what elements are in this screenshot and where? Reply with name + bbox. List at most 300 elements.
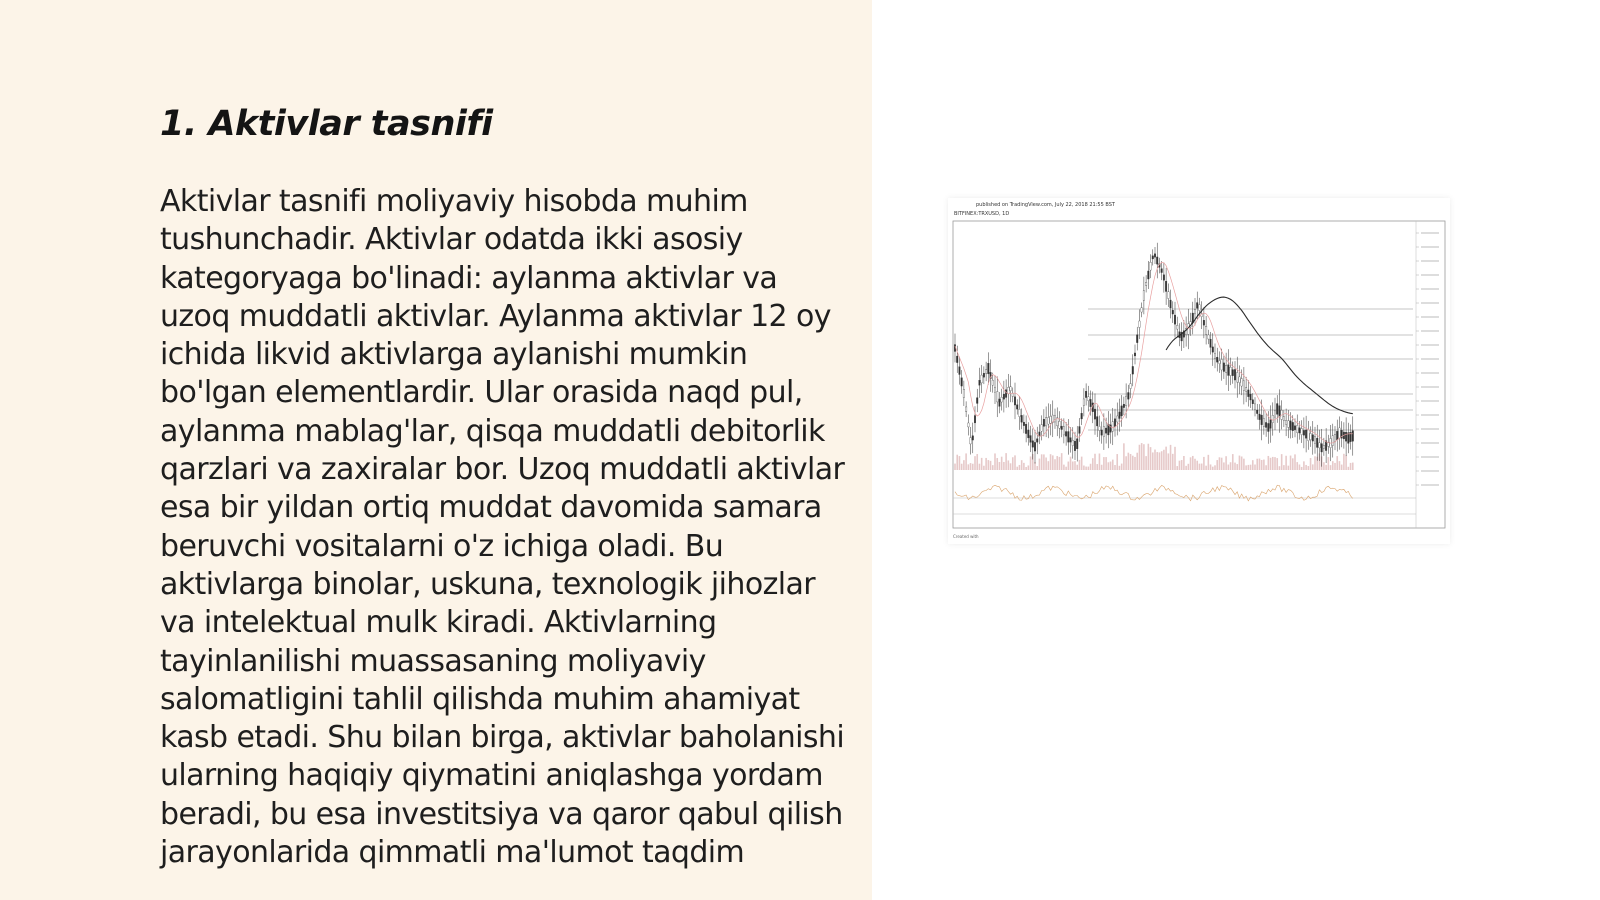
candle-body xyxy=(1212,347,1214,352)
candle-body xyxy=(972,436,974,440)
candle-body xyxy=(956,356,958,363)
candle-body xyxy=(1270,420,1272,429)
axis-tick-label xyxy=(1421,428,1439,430)
volume-bar xyxy=(1203,457,1205,470)
volume-bar xyxy=(1228,465,1230,470)
volume-bar xyxy=(1308,466,1310,470)
candle-body xyxy=(1259,414,1261,420)
candle-body xyxy=(1116,416,1118,422)
candle-body xyxy=(1303,430,1305,435)
candle-body xyxy=(1239,377,1241,383)
volume-bar xyxy=(1092,458,1094,470)
volume-bar xyxy=(1352,463,1354,470)
volume-bar xyxy=(1105,457,1107,470)
volume-bar xyxy=(1234,463,1236,470)
volume-bar xyxy=(963,460,965,470)
volume-bar xyxy=(1223,462,1225,470)
candle-body xyxy=(1261,415,1263,425)
candle-body xyxy=(1023,422,1025,426)
volume-bar xyxy=(1272,457,1274,470)
volume-bar xyxy=(1119,466,1121,470)
candle-body xyxy=(1028,430,1030,438)
volume-bar xyxy=(1256,459,1258,470)
candle-body xyxy=(1352,431,1354,442)
candle-body xyxy=(959,367,961,375)
candle-body xyxy=(1216,357,1218,362)
candle-body xyxy=(1323,445,1325,448)
volume-bar xyxy=(1250,465,1252,470)
candle-body xyxy=(1279,406,1281,417)
candle-body xyxy=(1199,305,1201,311)
candle-body xyxy=(1292,422,1294,430)
candle-body xyxy=(1283,417,1285,421)
volume-bar xyxy=(1070,457,1072,470)
candle-body xyxy=(1205,326,1207,334)
volume-bar xyxy=(1019,465,1021,470)
candle-body xyxy=(1123,404,1125,407)
candle-body xyxy=(1210,339,1212,347)
candle-body xyxy=(981,375,983,383)
volume-bar xyxy=(1290,456,1292,470)
tradingview-chart-image xyxy=(948,198,1450,544)
volume-bar xyxy=(956,455,958,470)
candle-body xyxy=(1119,412,1121,419)
volume-bar xyxy=(1068,462,1070,470)
volume-bar xyxy=(968,464,970,470)
volume-bar xyxy=(988,460,990,470)
volume-bar xyxy=(1154,450,1156,470)
volume-bar xyxy=(1214,465,1216,470)
candle-body xyxy=(983,373,985,377)
volume-bar xyxy=(1139,445,1141,470)
candle-body xyxy=(979,380,981,385)
candle-body xyxy=(1103,426,1105,436)
volume-bar xyxy=(1039,459,1041,470)
candle-body xyxy=(1019,409,1021,416)
candle-body xyxy=(1010,387,1012,391)
candle-body xyxy=(1130,384,1132,389)
volume-bar xyxy=(1061,453,1063,470)
volume-bar xyxy=(1330,465,1332,470)
chart-header-published: published on TradingView.com, July 22, 2018 21:55 BST xyxy=(976,202,1115,208)
candle-body xyxy=(1276,404,1278,415)
volume-bar xyxy=(1159,452,1161,470)
volume-bar xyxy=(1281,454,1283,470)
candle-body xyxy=(1003,394,1005,399)
volume-bar xyxy=(1161,451,1163,470)
candle-body xyxy=(1041,425,1043,432)
candle-body xyxy=(1061,426,1063,429)
volume-bar xyxy=(1288,466,1290,470)
candle-body xyxy=(1256,410,1258,414)
candle-body xyxy=(1221,359,1223,370)
volume-bar xyxy=(1350,463,1352,470)
candle-body xyxy=(1083,399,1085,406)
volume-bar xyxy=(1199,464,1201,470)
candle-body xyxy=(1234,369,1236,380)
volume-bar xyxy=(1054,459,1056,470)
candle-body xyxy=(1336,431,1338,440)
axis-tick-label xyxy=(1421,400,1439,402)
candle-body xyxy=(1008,387,1010,394)
volume-bar xyxy=(1001,457,1003,470)
candle-body xyxy=(1161,269,1163,273)
volume-bar xyxy=(1181,460,1183,470)
candle-body xyxy=(1025,424,1027,433)
candle-body xyxy=(1230,367,1232,375)
volume-bar xyxy=(1010,463,1012,470)
volume-bar xyxy=(1065,467,1067,470)
volume-bar xyxy=(1179,461,1181,470)
candle-body xyxy=(1194,310,1196,314)
candle-body xyxy=(1054,415,1056,422)
candle-body xyxy=(1285,420,1287,424)
candle-body xyxy=(1243,381,1245,391)
candle-body xyxy=(1236,372,1238,382)
volume-bar xyxy=(981,458,983,470)
volume-bar xyxy=(1276,458,1278,470)
candle-body xyxy=(1241,379,1243,386)
volume-bar xyxy=(1172,454,1174,470)
volume-bar xyxy=(1090,464,1092,470)
candle-body xyxy=(1219,361,1221,364)
candle-body xyxy=(1001,397,1003,402)
candle-body xyxy=(1105,428,1107,433)
axis-tick-label xyxy=(1421,386,1439,388)
volume-bar xyxy=(959,456,961,470)
candle-body xyxy=(1296,425,1298,432)
volume-bar xyxy=(1036,466,1038,470)
volume-bar xyxy=(985,458,987,470)
volume-bar xyxy=(983,466,985,470)
candle-body xyxy=(1076,439,1078,449)
candle-body xyxy=(1334,434,1336,442)
volume-bar xyxy=(1268,456,1270,470)
candle-body xyxy=(968,423,970,427)
candle-body xyxy=(1301,428,1303,434)
volume-bar xyxy=(1205,466,1207,470)
candle-body xyxy=(1254,404,1256,410)
volume-bar xyxy=(1243,459,1245,470)
axis-tick-label xyxy=(1421,288,1439,290)
candle-body xyxy=(1196,303,1198,309)
candle-body xyxy=(1250,394,1252,400)
volume-bar xyxy=(999,462,1001,470)
volume-bar xyxy=(1112,460,1114,470)
volume-bar xyxy=(1005,453,1007,470)
volume-bar xyxy=(1096,464,1098,470)
axis-tick-label xyxy=(1421,260,1439,262)
volume-bar xyxy=(1056,456,1058,470)
volume-bar xyxy=(1216,460,1218,470)
volume-bar xyxy=(1081,457,1083,470)
candle-body xyxy=(1308,430,1310,441)
volume-bar xyxy=(1114,465,1116,470)
axis-tick-label xyxy=(1421,358,1439,360)
volume-bar xyxy=(1279,466,1281,470)
chart-header-symbol: BITFINEX:TRXUSD, 1D xyxy=(954,211,1010,217)
volume-bar xyxy=(1074,461,1076,470)
candle-body xyxy=(1065,432,1067,437)
candle-body xyxy=(1036,439,1038,443)
volume-bar xyxy=(1232,454,1234,470)
candle-body xyxy=(1021,415,1023,422)
volume-bar xyxy=(961,464,963,470)
candle-body xyxy=(992,380,994,385)
axis-tick-label xyxy=(1421,330,1439,332)
candle-body xyxy=(1005,390,1007,398)
volume-bar xyxy=(1176,466,1178,470)
candle-body xyxy=(1141,308,1143,312)
candle-body xyxy=(1048,417,1050,424)
volume-bar xyxy=(1025,467,1027,470)
candle-body xyxy=(1314,437,1316,444)
volume-bar xyxy=(1301,467,1303,470)
candle-body xyxy=(1290,421,1292,430)
axis-tick-label xyxy=(1421,442,1439,444)
candle-body xyxy=(1088,397,1090,401)
volume-bar xyxy=(954,464,956,470)
candle-body xyxy=(1263,418,1265,426)
chart-screenshot xyxy=(948,198,1450,544)
axis-tick-label xyxy=(1421,484,1439,486)
candle-body xyxy=(1150,262,1152,270)
volume-bar xyxy=(1174,447,1176,470)
volume-bar xyxy=(1194,459,1196,470)
candle-body xyxy=(996,392,998,402)
candle-body xyxy=(1081,413,1083,419)
volume-bar xyxy=(972,464,974,470)
volume-bar xyxy=(1254,465,1256,470)
volume-bar xyxy=(1134,457,1136,470)
candle-body xyxy=(1050,416,1052,423)
volume-bar xyxy=(1088,467,1090,470)
axis-tick-label xyxy=(1421,372,1439,374)
volume-bar xyxy=(1188,464,1190,470)
volume-bar xyxy=(1241,456,1243,470)
volume-bar xyxy=(1052,455,1054,470)
candle-body xyxy=(1165,281,1167,291)
volume-bar xyxy=(1101,465,1103,470)
volume-bar xyxy=(1099,453,1101,470)
candle-body xyxy=(1252,400,1254,404)
candle-body xyxy=(1174,315,1176,324)
volume-bar xyxy=(1045,458,1047,470)
volume-bar xyxy=(1221,458,1223,470)
candle-body xyxy=(1176,325,1178,329)
volume-bar xyxy=(1016,467,1018,470)
volume-bar xyxy=(1261,460,1263,470)
volume-bar xyxy=(1143,444,1145,470)
chart-footer-created-with: Created with xyxy=(953,534,979,539)
candle-body xyxy=(1268,423,1270,431)
candle-body xyxy=(1012,393,1014,396)
axis-tick-label xyxy=(1421,232,1439,234)
volume-bar xyxy=(1170,445,1172,470)
axis-tick-label xyxy=(1421,344,1439,346)
volume-bar xyxy=(1310,458,1312,470)
volume-bar xyxy=(1345,455,1347,470)
candle-body xyxy=(1136,335,1138,343)
volume-bar xyxy=(1141,443,1143,470)
volume-bar xyxy=(1083,466,1085,470)
candle-body xyxy=(974,416,976,423)
axis-tick-label xyxy=(1421,274,1439,276)
volume-bar xyxy=(1196,461,1198,470)
volume-bar xyxy=(1123,443,1125,470)
candle-body xyxy=(1321,444,1323,452)
axis-tick-label xyxy=(1421,456,1439,458)
candle-body xyxy=(963,389,965,397)
candle-body xyxy=(1225,365,1227,372)
volume-bar xyxy=(1132,456,1134,470)
volume-bar xyxy=(1128,453,1130,470)
candle-body xyxy=(1072,440,1074,445)
candle-body xyxy=(1272,415,1274,423)
volume-bar xyxy=(1183,456,1185,470)
volume-bar xyxy=(1236,464,1238,470)
volume-bar xyxy=(1043,454,1045,470)
candle-body xyxy=(1288,421,1290,428)
volume-bar xyxy=(1239,456,1241,470)
volume-bar xyxy=(1341,465,1343,470)
volume-bar xyxy=(1163,450,1165,470)
volume-bar xyxy=(1094,454,1096,470)
axis-tick-label xyxy=(1421,316,1439,318)
volume-bar xyxy=(1085,467,1087,470)
volume-bar xyxy=(1050,454,1052,470)
axis-tick-label xyxy=(1421,414,1439,416)
candle-body xyxy=(985,370,987,373)
candle-body xyxy=(1085,391,1087,397)
candle-body xyxy=(1139,321,1141,327)
candle-body xyxy=(1312,435,1314,441)
candle-body xyxy=(961,378,963,386)
candle-body xyxy=(1299,428,1301,433)
candle-body xyxy=(1163,275,1165,280)
volume-bar xyxy=(990,461,992,470)
candle-body xyxy=(1232,370,1234,376)
candle-body xyxy=(1059,421,1061,428)
volume-bar xyxy=(970,463,972,470)
volume-bar xyxy=(1130,454,1132,470)
candle-body xyxy=(1316,438,1318,447)
candle-body xyxy=(970,438,972,444)
candle-body xyxy=(1245,388,1247,391)
volume-bar xyxy=(1079,460,1081,470)
volume-bar xyxy=(1150,447,1152,470)
candle-body xyxy=(1154,254,1156,257)
slide-body-text: Aktivlar tasnifi moliyaviy hisobda muhim tushunchadir. Aktivlar odatda ikki asosiy kategoryaga bo'linadi: aylanma aktivlar va uzoq muddatli aktivlar. Aylanma aktivlar 12 oy ichida likvid aktivlarga aylanishi mumkin bo'lgan elementlardir. Ular orasida naqd pul, aylanma mablag'lar, qisqa muddatli debitorlik qarzlari va zaxiralar bor. Uzoq muddatli aktivlar esa bir yildan ortiq muddat davomida samara beruvchi vositalarni o'z ichiga oladi. Bu aktivlarga binolar, uskuna, texnologik jihozlar va intelektual mulk kiradi. Aktivlarning tayinlanilishi muassasaning moliyaviy salomatligini tahlil qilishda muhim ahamiyat kasb etadi. Shu bilan birga, aktivlar baholanishi ularning haqiqiy qiymatini aniqlashga yordam beradi, bu esa investitsiya va qaror qabul qilish jarayonlarida qimmatli ma'lumot taqdim xyxy=(160,184,845,871)
volume-bar xyxy=(1328,457,1330,470)
volume-bar xyxy=(1014,455,1016,470)
volume-bar xyxy=(1348,467,1350,470)
candle-body xyxy=(1070,438,1072,442)
volume-bar xyxy=(1185,466,1187,470)
volume-bar xyxy=(1219,457,1221,470)
candle-body xyxy=(1045,418,1047,426)
volume-bar xyxy=(1076,465,1078,470)
volume-bar xyxy=(1225,456,1227,470)
volume-bar xyxy=(1265,465,1267,470)
volume-bar xyxy=(1023,463,1025,470)
volume-bar xyxy=(1332,461,1334,470)
volume-bar xyxy=(1021,460,1023,470)
volume-bar xyxy=(1116,454,1118,470)
volume-bar xyxy=(1336,456,1338,470)
candle-body xyxy=(965,407,967,411)
candle-body xyxy=(1030,436,1032,443)
volume-bar xyxy=(1008,460,1010,470)
volume-bar xyxy=(1152,452,1154,470)
candle-body xyxy=(1134,353,1136,356)
candle-body xyxy=(1032,441,1034,448)
volume-bar xyxy=(1245,465,1247,470)
volume-bar xyxy=(1145,456,1147,470)
volume-bar xyxy=(1259,459,1261,470)
volume-bar xyxy=(1263,460,1265,470)
candle-body xyxy=(1112,422,1114,432)
candle-body xyxy=(1265,422,1267,427)
candle-body xyxy=(1121,406,1123,416)
candle-body xyxy=(1125,396,1127,406)
candle-body xyxy=(999,399,1001,406)
volume-bar xyxy=(1270,458,1272,470)
volume-bar xyxy=(1063,465,1065,470)
volume-bar xyxy=(976,454,978,470)
volume-bar xyxy=(1136,453,1138,470)
candle-body xyxy=(1132,366,1134,374)
candle-body xyxy=(1223,363,1225,372)
volume-bar xyxy=(1294,454,1296,470)
volume-bar xyxy=(1168,453,1170,470)
candle-body xyxy=(1310,433,1312,439)
volume-bar xyxy=(1003,462,1005,470)
volume-bar xyxy=(1314,456,1316,470)
volume-bar xyxy=(1110,462,1112,470)
volume-bar xyxy=(1108,462,1110,470)
candle-body xyxy=(1294,426,1296,430)
candle-body xyxy=(1156,257,1158,264)
volume-bar xyxy=(1248,465,1250,470)
volume-bar xyxy=(1059,457,1061,470)
candle-body xyxy=(1170,300,1172,308)
volume-bar xyxy=(1190,457,1192,470)
volume-bar xyxy=(1323,462,1325,470)
candle-body xyxy=(1074,441,1076,451)
candle-body xyxy=(1016,405,1018,409)
volume-bar xyxy=(1041,454,1043,470)
candle-body xyxy=(1248,390,1250,397)
volume-bar xyxy=(1325,465,1327,470)
candle-body xyxy=(1043,419,1045,426)
candle-body xyxy=(1208,335,1210,339)
candle-body xyxy=(1274,411,1276,417)
candle-body xyxy=(1203,320,1205,325)
volume-bar xyxy=(1343,454,1345,470)
volume-bar xyxy=(1283,465,1285,470)
volume-bar xyxy=(1072,461,1074,470)
volume-bar xyxy=(1201,464,1203,470)
volume-bar xyxy=(1103,457,1105,470)
volume-bar xyxy=(979,464,981,470)
volume-bar xyxy=(1210,464,1212,470)
volume-bar xyxy=(1285,456,1287,470)
candle-body xyxy=(1099,426,1101,430)
candle-body xyxy=(1319,443,1321,448)
volume-bar xyxy=(965,453,967,470)
volume-bar xyxy=(1148,444,1150,470)
